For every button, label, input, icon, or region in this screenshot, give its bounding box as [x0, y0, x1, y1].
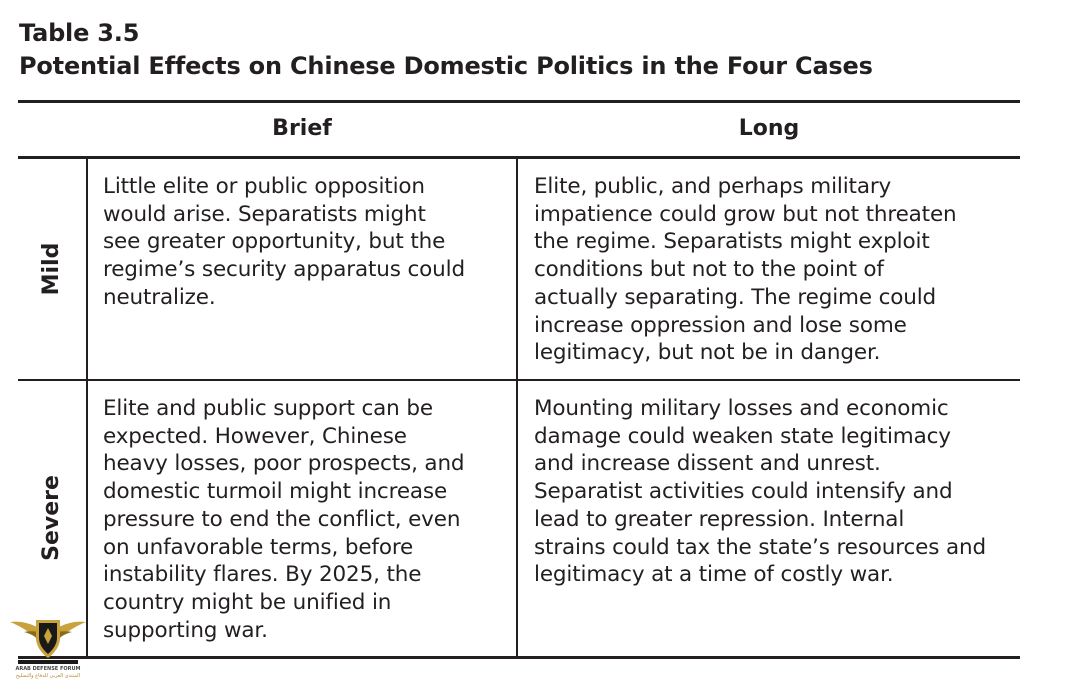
cell-text-line: heavy losses, poor prospects, and: [103, 451, 465, 477]
cell-text-line: expected. However, Chinese: [103, 423, 407, 449]
cell-text-line: Mounting military losses and economic: [534, 396, 949, 421]
cell-severe-brief: [103, 395, 464, 644]
table-title: [19, 17, 873, 83]
cell-text-line: instability flares. By 2025, the: [103, 562, 422, 588]
row-label-severe: Severe: [39, 475, 64, 561]
watermark-text-en: ARAB DEFENSE FORUM: [15, 666, 81, 672]
cell-text-line: lead to greater repression. Internal: [534, 506, 905, 532]
cell-text-line: and increase dissent and unrest.: [534, 451, 881, 477]
cell-text-line: pressure to end the conflict, even: [103, 506, 461, 532]
cell-text-line: Little elite or public opposition: [103, 174, 425, 199]
cell-text-line: regime’s security apparatus could: [103, 257, 465, 283]
cell-text-line: conditions but not to the point of: [534, 257, 884, 283]
cell-text-line: increase oppression and lose some: [534, 312, 907, 338]
cell-text-line: on unfavorable terms, before: [103, 534, 414, 560]
table-top-rule: [18, 100, 1020, 103]
cell-text-line: legitimacy at a time of costly war.: [534, 562, 894, 588]
cell-mild-long: [534, 173, 957, 367]
cell-text-line: see greater opportunity, but the: [103, 229, 446, 255]
column-header-brief: Brief: [272, 116, 332, 141]
forum-watermark: [4, 606, 92, 680]
cell-text-line: actually separating. The regime could: [534, 284, 937, 310]
eagle-shield-icon: [4, 606, 92, 666]
cell-text-line: the regime. Separatists might exploit: [534, 229, 930, 255]
cell-text-line: Separatist activities could intensify and: [534, 479, 953, 505]
header-rule: [18, 156, 1020, 159]
row-label-divider: [86, 158, 88, 657]
cell-text-line: Elite, public, and perhaps military: [534, 174, 892, 199]
cell-text-line: neutralize.: [103, 284, 216, 310]
cell-text-line: legitimacy, but not be in danger.: [534, 340, 881, 366]
cell-text-line: Elite and public support can be: [103, 396, 433, 421]
table-bottom-rule: [18, 656, 1020, 659]
cell-text-line: strains could tax the state’s resources and: [534, 534, 986, 560]
column-header-long: Long: [738, 116, 800, 141]
cell-text-line: damage could weaken state legitimacy: [534, 423, 951, 449]
cell-text-line: country might be unified in: [103, 589, 392, 615]
column-divider: [516, 158, 518, 657]
cell-text-line: domestic turmoil might increase: [103, 479, 448, 505]
row-divider: [18, 379, 1020, 381]
cell-mild-brief: [103, 173, 465, 312]
table-caption: Potential Effects on Chinese Domestic Politics in the Four Cases: [19, 52, 873, 80]
cell-text-line: would arise. Separatists might: [103, 201, 426, 227]
row-label-mild: Mild: [39, 242, 64, 296]
watermark-text-ar: المنتدى العربي للدفاع والتسليح: [15, 673, 81, 679]
cell-text-line: supporting war.: [103, 617, 268, 643]
cell-text-line: impatience could grow but not threaten: [534, 201, 957, 227]
table-number: Table 3.5: [19, 19, 140, 47]
cell-severe-long: [534, 395, 986, 589]
